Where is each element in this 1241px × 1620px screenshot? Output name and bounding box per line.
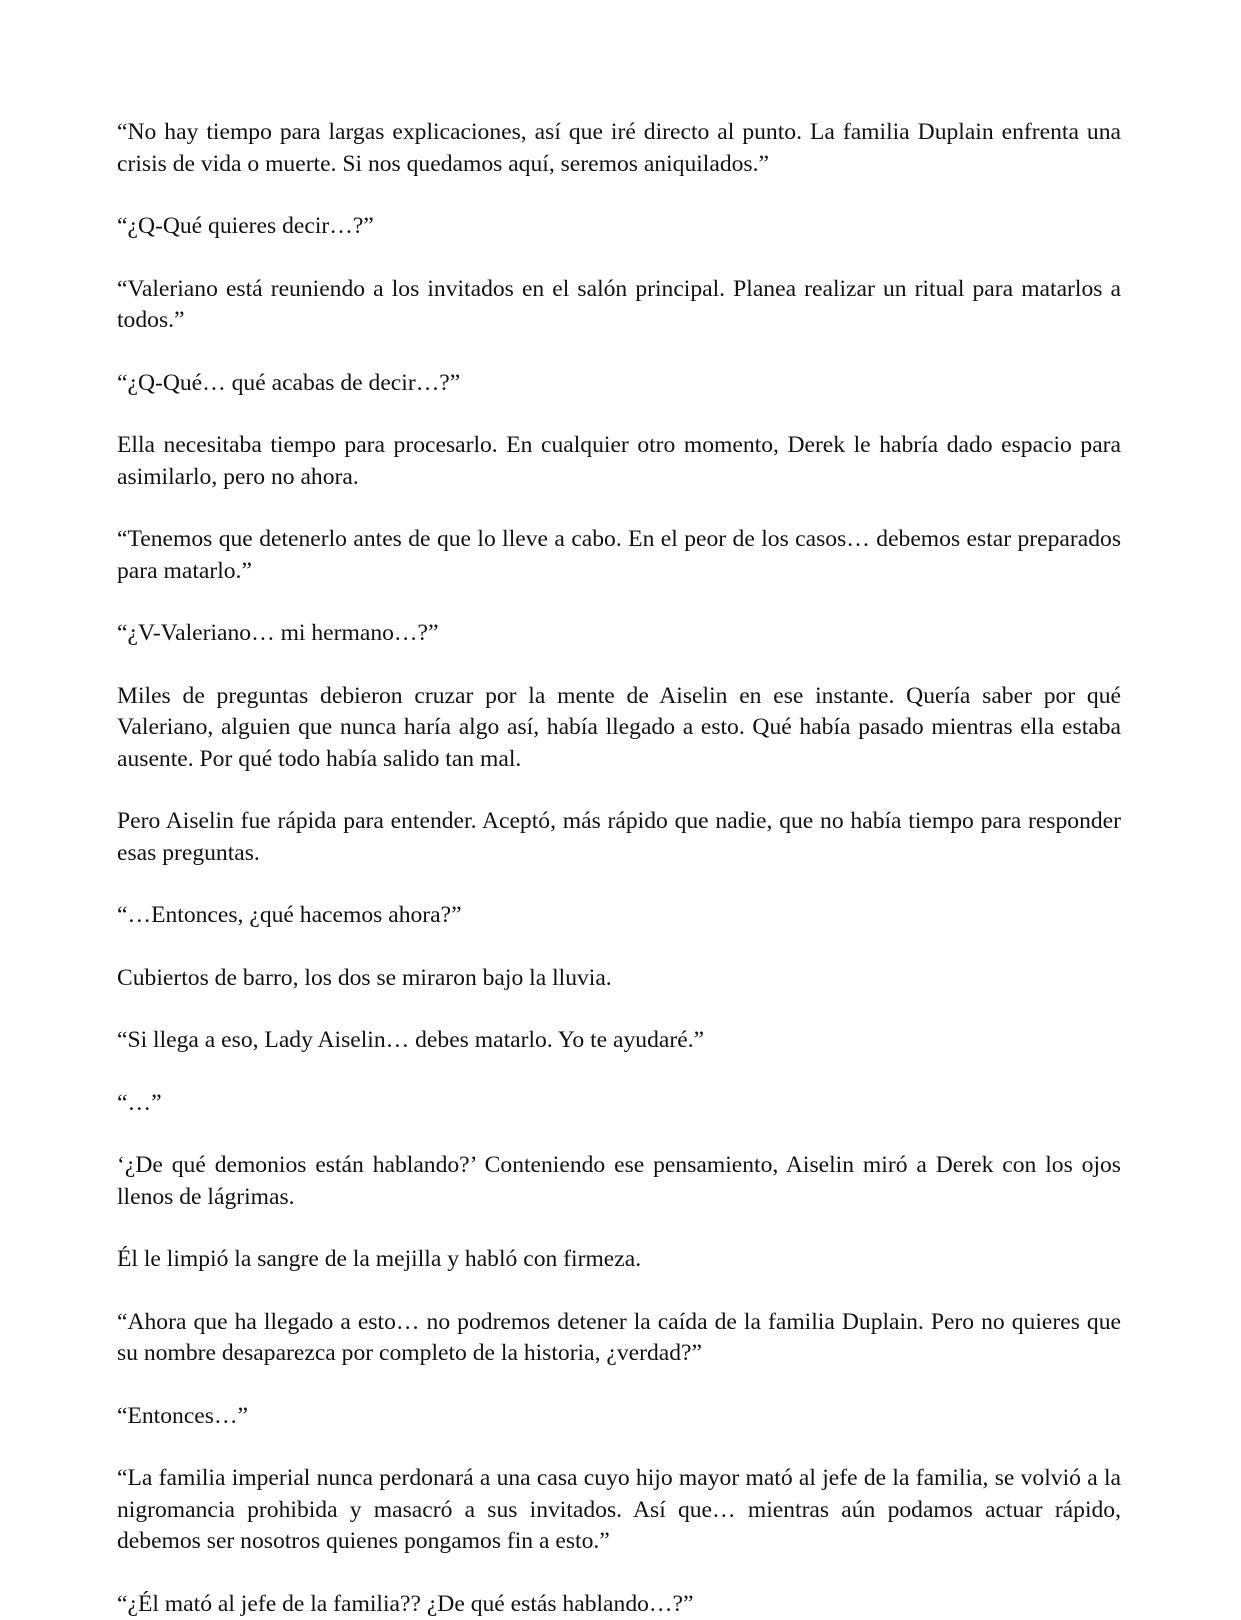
paragraph: ‘¿De qué demonios están hablando?’ Conteniendo ese pensamiento, Aiselin miró a Derek con los ojos llenos de lágrimas. xyxy=(117,1152,1121,1210)
paragraph: Él le limpió la sangre de la mejilla y habló con firmeza. xyxy=(117,1246,642,1272)
paragraph: Pero Aiselin fue rápida para entender. Aceptó, más rápido que nadie, que no había tiempo para responder esas preguntas. xyxy=(117,808,1121,866)
paragraph: “No hay tiempo para largas explicaciones, así que iré directo al punto. La familia Duplain enfrenta una crisis de vida o muerte. Si nos quedamos aquí, seremos aniquilados.” xyxy=(117,119,1121,177)
document-body xyxy=(117,117,1121,1620)
paragraph: “Ahora que ha llegado a esto… no podremos detener la caída de la familia Duplain. Pero no quieres que su nombre desaparezca por completo de la historia, ¿verdad?” xyxy=(117,1308,1121,1366)
paragraph: “¿Q-Qué… qué acabas de decir…?” xyxy=(117,369,461,396)
paragraph: “¿Q-Qué quieres decir…?” xyxy=(117,213,374,239)
paragraph: “…” xyxy=(117,1089,162,1116)
paragraph: “Si llega a eso, Lady Aiselin… debes matarlo. Yo te ayudaré.” xyxy=(117,1027,705,1053)
paragraph: “…Entonces, ¿qué hacemos ahora?” xyxy=(117,902,462,928)
paragraph: “¿Él mató al jefe de la familia?? ¿De qué estás hablando…?” xyxy=(117,1590,694,1617)
paragraph: “La familia imperial nunca perdonará a una casa cuyo hijo mayor mató al jefe de la familia, se volvió a la nigromancia prohibida y masacró a sus invitados. Así que… mientras aún podamos actuar rápido, debemos ser nosotros quienes pongamos fin a esto.” xyxy=(117,1465,1121,1554)
paragraph: Cubiertos de barro, los dos se miraron bajo la lluvia. xyxy=(117,964,612,991)
paragraph: “¿V-Valeriano… mi hermano…?” xyxy=(117,620,439,646)
paragraph: Ella necesitaba tiempo para procesarlo. En cualquier otro momento, Derek le habría dado espacio para asimilarlo, pero no ahora. xyxy=(117,432,1121,490)
paragraph: “Valeriano está reuniendo a los invitados en el salón principal. Planea realizar un ritual para matarlos a todos.” xyxy=(117,275,1121,333)
paragraph: “Tenemos que detenerlo antes de que lo lleve a cabo. En el peor de los casos… debemos estar preparados para matarlo.” xyxy=(117,526,1121,584)
paragraph: “Entonces…” xyxy=(117,1402,249,1429)
paragraph: Miles de preguntas debieron cruzar por la mente de Aiselin en ese instante. Quería saber por qué Valeriano, alguien que nunca haría algo así, había llegado a esto. Qué había pasado mientras ella estaba ausente. Por qué todo había salido tan mal. xyxy=(117,682,1121,772)
